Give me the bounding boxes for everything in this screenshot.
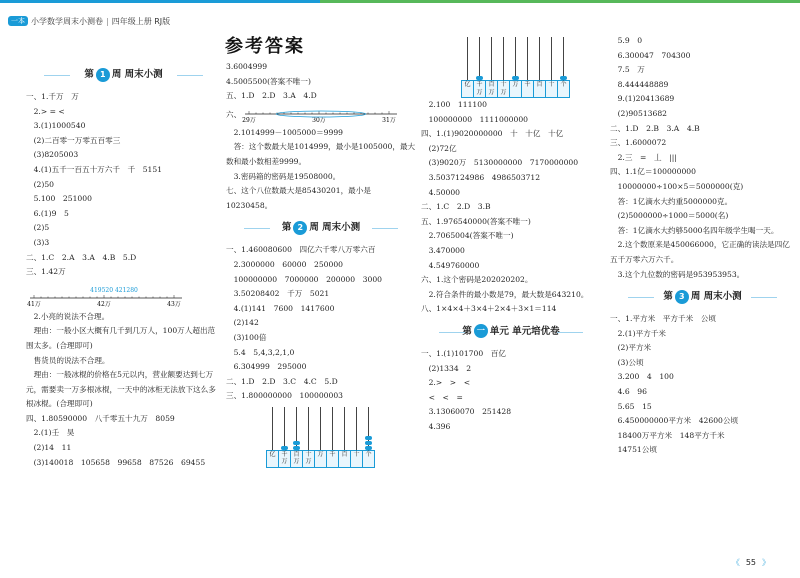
answer-line: 2.(1)平方千米 xyxy=(610,328,666,338)
place-label: 百 xyxy=(339,451,351,467)
abacus-bead xyxy=(365,436,372,440)
abacus-bead xyxy=(293,441,300,445)
section-prefix: 第 xyxy=(281,222,292,234)
answer-line: 7.5 万 xyxy=(610,65,645,75)
answer-line: 18400万平方米 148平方千米 xyxy=(610,430,725,440)
axis-label: 29万 xyxy=(242,116,257,124)
answer-line: 4.396 xyxy=(421,421,451,431)
section-prefix: 第 xyxy=(84,69,94,80)
answer-line: 6.450000000平方米 42600公顷 xyxy=(610,416,739,426)
answer-line: 三、1.800000000 100000003 xyxy=(226,391,343,401)
answer-line: (2)5 xyxy=(26,223,50,233)
section-heading-week3 xyxy=(610,288,795,306)
answer-label: 六、 xyxy=(226,109,242,119)
column-3 xyxy=(421,34,601,434)
abacus-rod xyxy=(491,37,492,81)
top-color-bar xyxy=(0,0,800,3)
answer-line: 2.符合条件的最小数是79，最大数是643210。 xyxy=(421,289,589,299)
section-title: 周 周末小测 xyxy=(309,222,361,234)
answer-line: 4.549760000 xyxy=(421,260,480,270)
answer-line: 2.7065004(答案不唯一) xyxy=(421,231,514,241)
section-number: 2 xyxy=(293,221,307,235)
answer-line: (2)5000000÷1000＝5000(名) xyxy=(610,211,729,221)
abacus-bead xyxy=(365,441,372,445)
answer-line: (3)140018 105658 99658 87526 69455 xyxy=(26,457,206,467)
section-heading-week2 xyxy=(226,219,416,237)
answer-line: 2.小亮的说法不合理。 xyxy=(26,311,110,321)
answer-line: 二、1.D 2.D 3.C 4.C 5.D xyxy=(226,376,338,386)
answer-line: 4.(1)141 7600 1417600 xyxy=(226,303,335,313)
section-number: 一 xyxy=(474,324,488,338)
answer-line: 五、1.976540000(答案不唯一) xyxy=(421,216,531,226)
brand-badge: 一本 xyxy=(8,16,28,26)
mark-values: 419520 421280 xyxy=(90,286,138,294)
answer-line: (2)1334 2 xyxy=(421,363,472,373)
answer-line: 一、1.千万 万 xyxy=(26,92,79,101)
section-prefix: 第 xyxy=(663,291,673,303)
answer-line: 10000000÷100×5＝5000000(克) xyxy=(610,181,744,191)
answer-line: 3.5037124986 4986503712 xyxy=(421,172,541,182)
answer-line: 理由：一般小区大概有几千到几万人，100万人超出范围太多。(合理即可) xyxy=(26,326,216,350)
answer-line: (3)100倍 xyxy=(226,332,267,342)
place-label: 千万 xyxy=(279,451,291,467)
section-number: 1 xyxy=(96,68,110,82)
abacus-rod xyxy=(479,37,480,81)
answer-line: (3)9020万 5130000000 7170000000 xyxy=(421,158,579,168)
answer-line: 二、1.C 2.D 3.B xyxy=(421,202,491,212)
answer-line: 5.9 0 xyxy=(610,36,643,45)
axis-label: 41万 xyxy=(27,300,41,308)
section-heading-week1 xyxy=(26,66,221,84)
answer-line: 三、1.6000072 xyxy=(610,138,667,148)
answer-line: 3.470000 xyxy=(421,245,465,255)
column-1 xyxy=(26,60,221,470)
answer-line: 八、1×4×4＋3×4＋2×4＋3×1＝114 xyxy=(421,304,557,314)
place-label: 千 xyxy=(522,81,534,97)
place-label: 万 xyxy=(510,81,522,97)
abacus-rod xyxy=(344,407,345,451)
answer-line: (3)8205003 xyxy=(26,150,79,160)
page-number: 55 xyxy=(745,558,756,567)
answer-line: 8.444448889 xyxy=(610,79,669,89)
answer-line: 六、1.这个密码是202020202。 xyxy=(421,275,533,285)
place-label: 千 xyxy=(327,451,339,467)
answer-line: (2)平方米 xyxy=(610,343,652,353)
place-label: 个 xyxy=(560,81,567,88)
abacus-place-values xyxy=(266,450,375,468)
answer-line: 答：这个数最大是1014999，最小是1005000，最大数和最小数相差9999。 xyxy=(226,142,416,166)
answer-line: 14751公顷 xyxy=(610,445,657,455)
answer-line: 2.这个数原来是450066000，它正确的读法是四亿五千万零六万六千。 xyxy=(610,240,790,264)
answer-line: 5.65 15 xyxy=(610,401,652,411)
answer-line: 4.50000 xyxy=(421,187,460,197)
answer-line xyxy=(226,104,416,126)
page-header: 一本 小学数学周末小测卷 | 四年级上册 RJ版 xyxy=(8,14,170,28)
answer-line: (2)14 11 xyxy=(26,443,72,453)
answer-line: 3.密码箱的密码是19508000。 xyxy=(226,171,341,181)
number-line xyxy=(241,104,401,126)
answer-line: 100000000 7000000 200000 3000 xyxy=(226,274,382,284)
answer-line: 4.(1)五千一百五十万六千 千 5151 xyxy=(26,164,163,174)
abacus-rod xyxy=(539,37,540,81)
place-label: 十 xyxy=(351,451,363,467)
answer-line: 6.304999 295000 xyxy=(226,362,307,372)
answer-line: 售货员的说法不合理。 xyxy=(26,355,110,365)
next-arrow-icon: 》 xyxy=(762,558,770,567)
answer-line: 理由：一般冰棍的价格在5元以内，营业额要达到七万元，需要卖一万多根冰棍，一天中的冰柜无法放下这么多根冰棍。(合理即可) xyxy=(26,370,216,409)
answer-line: 2.三 = 丄 ||| xyxy=(610,152,677,162)
column-4 xyxy=(610,34,795,458)
answer-line: 答：1亿滴水大约够5000名四年级学生喝一天。 xyxy=(610,225,779,235)
abacus-rod xyxy=(272,407,273,451)
answer-line: 3.50208402 千万 5021 xyxy=(226,289,330,299)
place-label: 亿 xyxy=(462,81,474,97)
answer-line: < < = xyxy=(421,392,463,402)
answer-line: 2.> = < xyxy=(26,106,65,116)
abacus-rod xyxy=(551,37,552,81)
place-label: 亿 xyxy=(267,451,279,467)
answer-line: (3)公顷 xyxy=(610,357,644,367)
place-label: 百万 xyxy=(486,81,498,97)
prev-arrow-icon: 《 xyxy=(731,558,740,567)
answer-line: (2)50 xyxy=(26,179,55,189)
answer-line: 3.这个九位数的密码是953953953。 xyxy=(610,269,745,279)
answer-line: (2)二百零一万零五百零三 xyxy=(26,135,121,145)
column-2 xyxy=(226,60,416,468)
answer-line: (2)72亿 xyxy=(421,143,457,153)
section-prefix: 第 xyxy=(462,325,472,337)
place-label: 十万 xyxy=(303,451,315,467)
answer-line: 2.3000000 60000 250000 xyxy=(226,259,343,269)
answer-line: 6.300047 704300 xyxy=(610,50,691,60)
answer-line: 四、1.80590000 八千零五十九万 8059 xyxy=(26,413,175,423)
section-number: 3 xyxy=(675,290,689,304)
abacus-rod xyxy=(284,407,285,451)
answer-line: 二、1.C 2.A 3.A 4.B 5.D xyxy=(26,252,137,262)
abacus-rod xyxy=(527,37,528,81)
answer-line: 5.100 251000 xyxy=(26,194,92,204)
abacus-rod xyxy=(467,37,468,81)
answer-line: 二、1.D 2.B 3.A 4.B xyxy=(610,123,700,133)
answer-line: 3.(1)1000540 xyxy=(26,121,86,131)
place-label: 十万 xyxy=(498,81,510,97)
abacus-rod xyxy=(503,37,504,81)
answer-line: 2.> > < xyxy=(421,378,471,388)
abacus-figure xyxy=(226,404,416,468)
axis-label: 42万 xyxy=(97,300,111,308)
place-label: 万 xyxy=(315,451,327,467)
grade-label: 四年级上册 RJ版 xyxy=(111,16,171,26)
answer-line: (2)90513682 xyxy=(610,108,668,118)
answer-line: 2.(1)壬 昊 xyxy=(26,428,75,438)
answer-line: 一、1.(1)101700 百亿 xyxy=(421,348,506,358)
answer-line: 2.1014999－1005000＝9999 xyxy=(226,127,343,137)
abacus-rod xyxy=(320,407,321,451)
abacus-rod xyxy=(332,407,333,451)
answer-line: (2)142 xyxy=(226,318,259,328)
answer-line: (3)3 xyxy=(26,237,50,247)
abacus-place-values xyxy=(461,80,570,98)
section-heading-unit1 xyxy=(421,323,601,341)
page-footer xyxy=(732,557,770,568)
abacus-rod xyxy=(356,407,357,451)
answer-line: 6.(1)9 5 xyxy=(26,208,69,218)
place-label: 个 xyxy=(365,450,372,458)
answer-line: 四、1.(1)9020000000 十 十亿 十亿 xyxy=(421,129,564,139)
answer-line: 2.100 111100 xyxy=(421,100,487,109)
place-label: 百万 xyxy=(291,451,303,467)
answer-line: 3.13060070 251428 xyxy=(421,407,512,417)
answer-line: 四、1.1亿＝100000000 xyxy=(610,167,696,177)
abacus-rod xyxy=(308,407,309,451)
section-title: 周 周末小测 xyxy=(111,69,163,80)
axis-label: 43万 xyxy=(167,300,181,308)
page-title: 参考答案 xyxy=(225,36,305,57)
answer-line: 一、1.460080600 四亿六千零八万零六百 xyxy=(226,245,376,255)
answer-line: 3.200 4 100 xyxy=(610,372,674,382)
answer-line: 4.6 96 xyxy=(610,387,647,397)
answer-line: 三、1.42万 xyxy=(26,267,66,277)
answer-line: 4.5005500(答案不唯一) xyxy=(226,76,311,86)
answer-line: 5.4 5,4,3,2,1,0 xyxy=(226,347,295,357)
abacus-rod xyxy=(563,37,564,81)
answer-line: 七、这个八位数最大是85430201，最小是10230458。 xyxy=(226,186,371,210)
place-label: 十 xyxy=(546,81,558,97)
axis-label: 31万 xyxy=(382,116,397,124)
answer-line: 3.6004999 xyxy=(226,62,268,71)
answer-line: 100000000 1111000000 xyxy=(421,114,528,124)
place-label: 百 xyxy=(534,81,546,97)
series-name: 小学数学周末小测卷 xyxy=(31,16,103,26)
answer-line: 9.(1)20413689 xyxy=(610,94,675,104)
place-label: 千万 xyxy=(474,81,486,97)
abacus-rod xyxy=(515,37,516,81)
answer-line: 五、1.D 2.D 3.A 4.D xyxy=(226,91,317,101)
number-line xyxy=(26,280,221,310)
section-title: 单元 单元培优卷 xyxy=(489,325,560,337)
abacus-figure xyxy=(421,34,601,98)
answer-line: 一、1.平方米 平方千米 公顷 xyxy=(610,314,716,324)
section-title: 周 周末小测 xyxy=(690,291,742,303)
axis-label: 30万 xyxy=(312,116,327,124)
answer-line: 答：1亿滴水大约重5000000克。 xyxy=(610,196,733,206)
